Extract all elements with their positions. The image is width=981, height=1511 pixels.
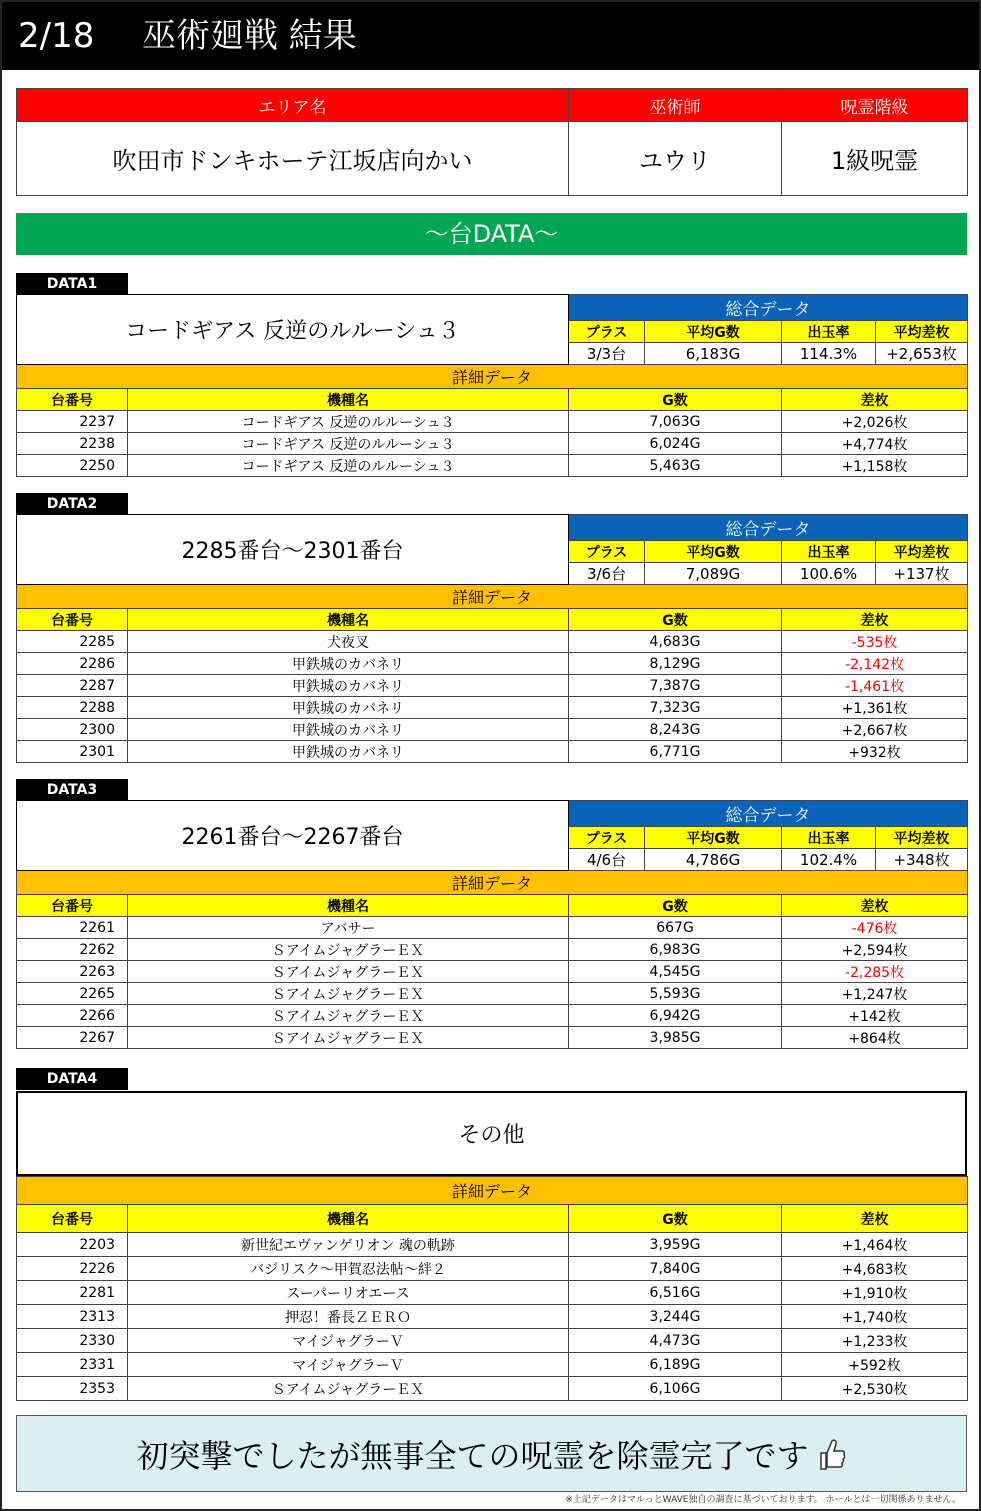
- machine-number: 2203: [17, 1233, 128, 1257]
- table-row: [17, 917, 968, 939]
- data-banner: ～台DATA～: [16, 213, 967, 255]
- game-count: 6,942G: [569, 1005, 782, 1027]
- avg-diff-value: +2,653枚: [876, 343, 968, 365]
- data4-name: その他: [16, 1091, 967, 1176]
- rank-header: 呪霊階級: [782, 89, 968, 122]
- table-row: [17, 455, 968, 477]
- col-g-header: G数: [569, 609, 782, 631]
- machine-model: ＳアイムジャグラーＥＸ: [128, 1027, 569, 1049]
- machine-model: ＳアイムジャグラーＥＸ: [128, 961, 569, 983]
- rank-value: 1級呪霊: [782, 122, 968, 196]
- machine-number: 2301: [17, 741, 128, 763]
- coin-diff: +1,464枚: [782, 1233, 968, 1257]
- game-count: 6,189G: [569, 1353, 782, 1377]
- machine-model: 甲鉄城のカバネリ: [128, 675, 569, 697]
- table-row: [17, 1305, 968, 1329]
- game-count: 5,593G: [569, 983, 782, 1005]
- area-header: エリア名: [17, 89, 569, 122]
- machine-model: コードギアス 反逆のルルーシュ３: [128, 411, 569, 433]
- detail-header: 詳細データ: [17, 365, 968, 389]
- machine-number: 2287: [17, 675, 128, 697]
- game-count: 8,243G: [569, 719, 782, 741]
- coin-diff: +2,026枚: [782, 411, 968, 433]
- table-row: [17, 631, 968, 653]
- game-count: 5,463G: [569, 455, 782, 477]
- col-g-header: G数: [569, 1205, 782, 1233]
- coin-diff: +4,683枚: [782, 1257, 968, 1281]
- table-row: [17, 1233, 968, 1257]
- machine-number: 2331: [17, 1353, 128, 1377]
- table-row: [17, 411, 968, 433]
- machine-model: 押忍！番長ＺＥＲＯ: [128, 1305, 569, 1329]
- machine-model: マイジャグラーＶ: [128, 1353, 569, 1377]
- game-count: 6,983G: [569, 939, 782, 961]
- table-row: [17, 1257, 968, 1281]
- plus-value: 4/6台: [569, 849, 645, 871]
- machine-model: ＳアイムジャグラーＥＸ: [128, 939, 569, 961]
- block-name: コードギアス 反逆のルルーシュ３: [17, 295, 569, 365]
- coin-diff: -2,142枚: [782, 653, 968, 675]
- game-count: 7,063G: [569, 411, 782, 433]
- detail-header: 詳細データ: [17, 871, 968, 895]
- table-row: [17, 1377, 968, 1401]
- col-model-header: 機種名: [128, 895, 569, 917]
- table-row: [17, 719, 968, 741]
- avg-diff-header: 平均差枚: [876, 321, 968, 343]
- data-block-table: [16, 514, 968, 763]
- machine-model: 犬夜叉: [128, 631, 569, 653]
- coin-diff: +1,361枚: [782, 697, 968, 719]
- machine-number: 2313: [17, 1305, 128, 1329]
- table-row: [17, 939, 968, 961]
- machine-number: 2281: [17, 1281, 128, 1305]
- footer-message-box: [16, 1415, 967, 1492]
- game-count: 3,985G: [569, 1027, 782, 1049]
- summary-header: 総合データ: [569, 295, 968, 321]
- machine-number: 2250: [17, 455, 128, 477]
- footer-message: 初突撃でしたが無事全ての呪霊を除霊完了です: [136, 1436, 809, 1475]
- col-no-header: 台番号: [17, 895, 128, 917]
- machine-model: 甲鉄城のカバネリ: [128, 719, 569, 741]
- coin-diff: -535枚: [782, 631, 968, 653]
- machine-model: 甲鉄城のカバネリ: [128, 741, 569, 763]
- machine-number: 2226: [17, 1257, 128, 1281]
- machine-number: 2265: [17, 983, 128, 1005]
- coin-diff: -476枚: [782, 917, 968, 939]
- col-no-header: 台番号: [17, 609, 128, 631]
- avg-g-header: 平均G数: [645, 827, 782, 849]
- col-g-header: G数: [569, 389, 782, 411]
- game-count: 7,840G: [569, 1257, 782, 1281]
- data4-detail-table: [16, 1176, 968, 1401]
- detail-header: 詳細データ: [17, 1177, 968, 1205]
- col-g-header: G数: [569, 895, 782, 917]
- coin-diff: +2,530枚: [782, 1377, 968, 1401]
- table-row: [17, 1027, 968, 1049]
- page-header: [2, 2, 979, 70]
- info-table: [16, 88, 968, 196]
- avg-g-value: 4,786G: [645, 849, 782, 871]
- game-count: 7,387G: [569, 675, 782, 697]
- table-row: [17, 1353, 968, 1377]
- data-tab: DATA1: [16, 273, 128, 295]
- coin-diff: -1,461枚: [782, 675, 968, 697]
- caster-header: 巫術師: [569, 89, 782, 122]
- coin-diff: +2,594枚: [782, 939, 968, 961]
- table-row: [17, 741, 968, 763]
- plus-header: プラス: [569, 827, 645, 849]
- game-count: 3,959G: [569, 1233, 782, 1257]
- coin-diff: +1,247枚: [782, 983, 968, 1005]
- avg-diff-value: +348枚: [876, 849, 968, 871]
- table-row: [17, 675, 968, 697]
- plus-value: 3/6台: [569, 563, 645, 585]
- coin-diff: +592枚: [782, 1353, 968, 1377]
- disclaimer-note: ※上記データはマルっとWAVE独自の調査に基づいております。 ホールとは一切関係ありません。: [565, 1495, 961, 1505]
- payout-value: 100.6%: [782, 563, 876, 585]
- avg-g-value: 7,089G: [645, 563, 782, 585]
- plus-header: プラス: [569, 321, 645, 343]
- machine-model: ＳアイムジャグラーＥＸ: [128, 983, 569, 1005]
- game-count: 4,683G: [569, 631, 782, 653]
- machine-model: スーパーリオエース: [128, 1281, 569, 1305]
- coin-diff: -2,285枚: [782, 961, 968, 983]
- coin-diff: +1,233枚: [782, 1329, 968, 1353]
- area-value: 吹田市ドンキホーテ江坂店向かい: [17, 122, 569, 196]
- header-date: 2/18: [18, 16, 95, 56]
- coin-diff: +2,667枚: [782, 719, 968, 741]
- table-row: [17, 433, 968, 455]
- avg-diff-value: +137枚: [876, 563, 968, 585]
- thumbs-up-icon: [817, 1437, 847, 1471]
- block-name: 2261番台～2267番台: [17, 801, 569, 871]
- col-model-header: 機種名: [128, 609, 569, 631]
- machine-model: 新世紀エヴァンゲリオン 魂の軌跡: [128, 1233, 569, 1257]
- data-tab: DATA3: [16, 779, 128, 801]
- machine-number: 2300: [17, 719, 128, 741]
- machine-model: マイジャグラーＶ: [128, 1329, 569, 1353]
- coin-diff: +1,158枚: [782, 455, 968, 477]
- game-count: 6,516G: [569, 1281, 782, 1305]
- coin-diff: +864枚: [782, 1027, 968, 1049]
- machine-number: 2267: [17, 1027, 128, 1049]
- avg-g-value: 6,183G: [645, 343, 782, 365]
- machine-model: ＳアイムジャグラーＥＸ: [128, 1005, 569, 1027]
- avg-g-header: 平均G数: [645, 321, 782, 343]
- col-no-header: 台番号: [17, 389, 128, 411]
- game-count: 4,545G: [569, 961, 782, 983]
- table-row: [17, 1281, 968, 1305]
- payout-header: 出玉率: [782, 827, 876, 849]
- machine-number: 2237: [17, 411, 128, 433]
- table-row: [17, 983, 968, 1005]
- col-no-header: 台番号: [17, 1205, 128, 1233]
- data-block-table: [16, 800, 968, 1049]
- payout-value: 102.4%: [782, 849, 876, 871]
- table-row: [17, 1329, 968, 1353]
- page-title: 巫術廻戦 結果: [142, 16, 357, 56]
- avg-g-header: 平均G数: [645, 541, 782, 563]
- col-diff-header: 差枚: [782, 609, 968, 631]
- payout-header: 出玉率: [782, 541, 876, 563]
- machine-number: 2266: [17, 1005, 128, 1027]
- coin-diff: +932枚: [782, 741, 968, 763]
- machine-number: 2238: [17, 433, 128, 455]
- game-count: 8,129G: [569, 653, 782, 675]
- summary-header: 総合データ: [569, 801, 968, 827]
- game-count: 4,473G: [569, 1329, 782, 1353]
- col-model-header: 機種名: [128, 389, 569, 411]
- payout-value: 114.3%: [782, 343, 876, 365]
- machine-number: 2262: [17, 939, 128, 961]
- machine-model: コードギアス 反逆のルルーシュ３: [128, 433, 569, 455]
- block-name: 2285番台～2301番台: [17, 515, 569, 585]
- plus-header: プラス: [569, 541, 645, 563]
- avg-diff-header: 平均差枚: [876, 541, 968, 563]
- coin-diff: +4,774枚: [782, 433, 968, 455]
- data-block-table: [16, 294, 968, 477]
- game-count: 7,323G: [569, 697, 782, 719]
- machine-number: 2288: [17, 697, 128, 719]
- machine-number: 2263: [17, 961, 128, 983]
- table-row: [17, 961, 968, 983]
- game-count: 6,024G: [569, 433, 782, 455]
- machine-number: 2286: [17, 653, 128, 675]
- game-count: 6,106G: [569, 1377, 782, 1401]
- detail-header: 詳細データ: [17, 585, 968, 609]
- game-count: 3,244G: [569, 1305, 782, 1329]
- machine-model: コードギアス 反逆のルルーシュ３: [128, 455, 569, 477]
- machine-number: 2285: [17, 631, 128, 653]
- machine-number: 2330: [17, 1329, 128, 1353]
- machine-model: アバサー: [128, 917, 569, 939]
- machine-number: 2353: [17, 1377, 128, 1401]
- coin-diff: +1,910枚: [782, 1281, 968, 1305]
- game-count: 667G: [569, 917, 782, 939]
- summary-header: 総合データ: [569, 515, 968, 541]
- table-row: [17, 653, 968, 675]
- col-model-header: 機種名: [128, 1205, 569, 1233]
- col-diff-header: 差枚: [782, 389, 968, 411]
- caster-value: ユウリ: [569, 122, 782, 196]
- machine-model: 甲鉄城のカバネリ: [128, 697, 569, 719]
- plus-value: 3/3台: [569, 343, 645, 365]
- table-row: [17, 1005, 968, 1027]
- machine-model: 甲鉄城のカバネリ: [128, 653, 569, 675]
- machine-number: 2261: [17, 917, 128, 939]
- table-row: [17, 697, 968, 719]
- payout-header: 出玉率: [782, 321, 876, 343]
- avg-diff-header: 平均差枚: [876, 827, 968, 849]
- col-diff-header: 差枚: [782, 1205, 968, 1233]
- game-count: 6,771G: [569, 741, 782, 763]
- data4-tab: DATA4: [16, 1068, 128, 1090]
- col-diff-header: 差枚: [782, 895, 968, 917]
- machine-model: バジリスク～甲賀忍法帖～絆２: [128, 1257, 569, 1281]
- coin-diff: +142枚: [782, 1005, 968, 1027]
- coin-diff: +1,740枚: [782, 1305, 968, 1329]
- data-tab: DATA2: [16, 493, 128, 515]
- machine-model: ＳアイムジャグラーＥＸ: [128, 1377, 569, 1401]
